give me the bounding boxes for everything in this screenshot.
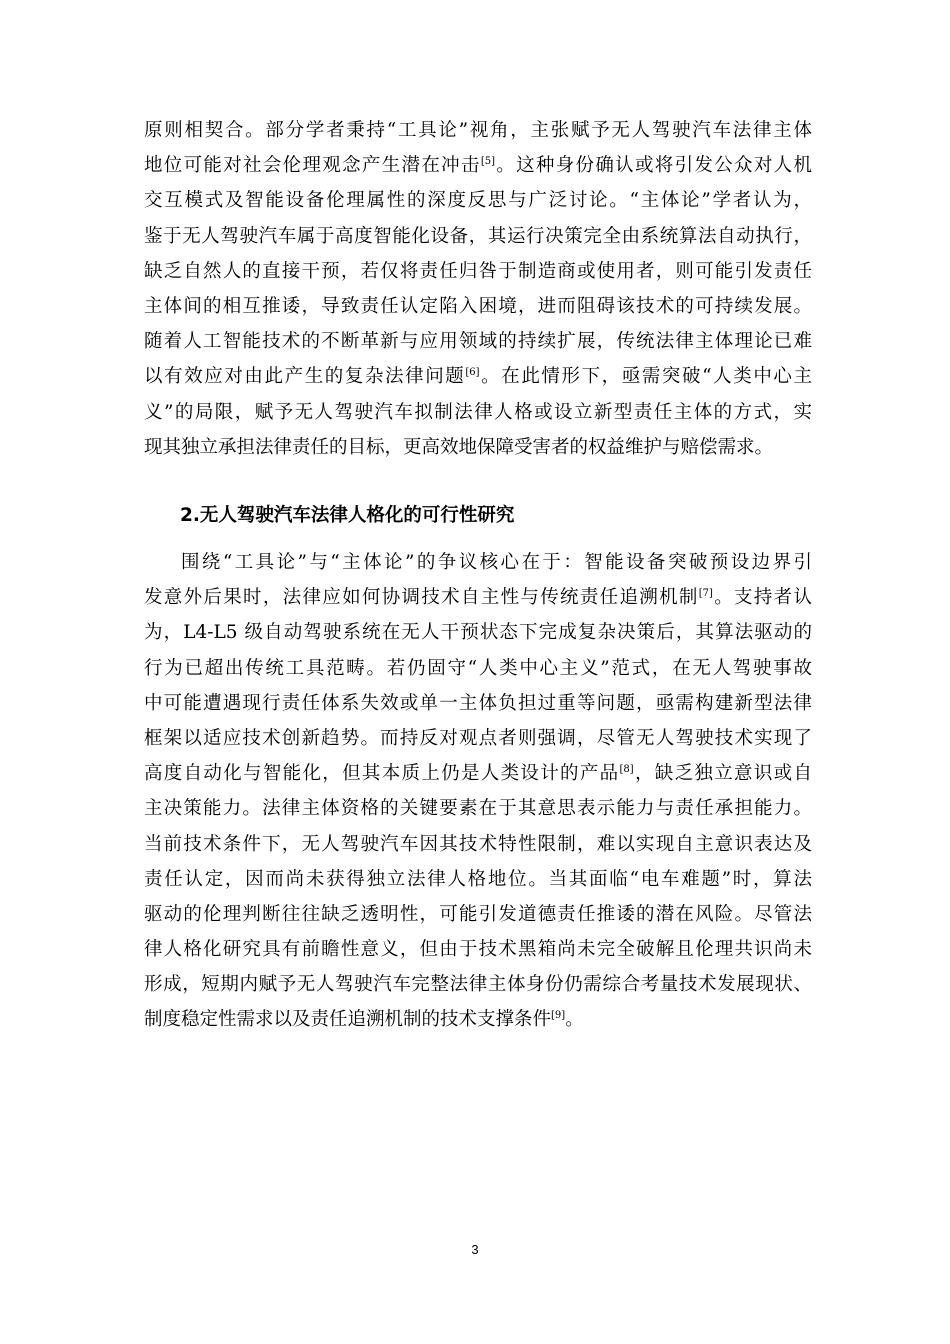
text-line: 为，L4-L5 级自动驾驶系统在无人干预状态下完成复杂决策后，其算法驱动的	[144, 622, 812, 644]
text-line: 框架以适应技术创新趋势。而持反对观点者则强调，尽管无人驾驶技术实现了	[144, 727, 812, 749]
text-line: 当前技术条件下，无人驾驶汽车因其技术特性限制，难以实现自主意识表达及	[144, 833, 812, 855]
text-line: 行为已超出传统工具范畴。若仍固守“人类中心主义”范式，在无人驾驶事故	[144, 657, 812, 679]
text-line: 围绕“工具论”与“主体论”的争议核心在于：智能设备突破预设边界引	[181, 552, 812, 573]
text-segment: 地位可能对社会伦理观念产生潜在冲击	[144, 155, 481, 177]
text-line: 随着人工智能技术的不断革新与应用领域的持续扩展，传统法律主体理论已难	[144, 331, 812, 353]
text-line: 主体间的相互推诿，导致责任认定陷入困境，进而阻碍该技术的可持续发展。	[144, 295, 812, 317]
text-line: 中可能遭遇现行责任体系失效或单一主体负担过重等问题，亟需构建新型法律	[144, 692, 812, 714]
text-line	[144, 148, 812, 183]
text-line: 责任认定，因而尚未获得独立法律人格地位。当其面临“电车难题”时，算法	[144, 868, 812, 890]
paragraph-2	[144, 545, 812, 1038]
text-line	[144, 359, 812, 394]
text-segment: 以有效应对由此产生的复杂法律问题	[144, 366, 466, 388]
text-line: 驱动的伦理判断往往缺乏透明性，可能引发道德责任推诿的潜在风险。尽管法	[144, 903, 812, 925]
text-line	[144, 756, 812, 791]
text-segment: 。	[565, 1009, 584, 1031]
citation-ref: [8]	[619, 764, 634, 776]
text-line: 交互模式及智能设备伦理属性的深度反思与广泛讨论。“主体论”学者认为，	[144, 190, 812, 212]
text-line: 缺乏自然人的直接干预，若仅将责任归咎于制造商或使用者，则可能引发责任	[144, 260, 812, 282]
page-number: 3	[471, 1242, 479, 1257]
text-line: 鉴于无人驾驶汽车属于高度智能化设备，其运行决策完全由系统算法自动执行，	[144, 225, 812, 247]
section-heading: 2.无人驾驶汽车法律人格化的可行性研究	[180, 505, 515, 526]
text-line	[144, 1002, 812, 1037]
text-line: 现其独立承担法律责任的目标，更高效地保障受害者的权益维护与赔偿需求。	[144, 436, 774, 458]
text-segment: 。在此情形下，亟需突破“人类中心主	[479, 366, 812, 388]
paragraph-1	[144, 113, 812, 465]
text-line	[144, 580, 812, 615]
text-segment: 。这种身份确认或将引发公众对人机	[494, 155, 812, 177]
text-line: 律人格化研究具有前瞻性意义，但由于技术黑箱尚未完全破解且伦理共识尚未	[144, 939, 812, 961]
citation-ref: [7]	[698, 588, 713, 600]
text-segment: 高度自动化与智能化，但其本质上仍是人类设计的产品	[144, 763, 620, 785]
text-segment: 发意外后果时，法律应如何协调技术自主性与传统责任追溯机制	[144, 587, 699, 609]
text-line: 形成，短期内赋予无人驾驶汽车完整法律主体身份仍需综合考量技术发展现状、	[144, 974, 812, 996]
citation-ref: [5]	[480, 156, 495, 168]
text-segment: 。支持者认	[712, 587, 812, 609]
text-segment: ，缺乏独立意识或自	[633, 763, 812, 785]
text-line: 义”的局限，赋予无人驾驶汽车拟制法律人格或设立新型责任主体的方式，实	[144, 401, 812, 423]
text-segment: 制度稳定性需求以及责任追溯机制的技术支撑条件	[144, 1009, 552, 1031]
text-line: 原则相契合。部分学者秉持“工具论”视角，主张赋予无人驾驶汽车法律主体	[144, 120, 812, 141]
text-line: 主决策能力。法律主体资格的关键要素在于其意思表示能力与责任承担能力。	[144, 798, 812, 820]
citation-ref: [9]	[551, 1010, 566, 1022]
citation-ref: [6]	[465, 367, 480, 379]
